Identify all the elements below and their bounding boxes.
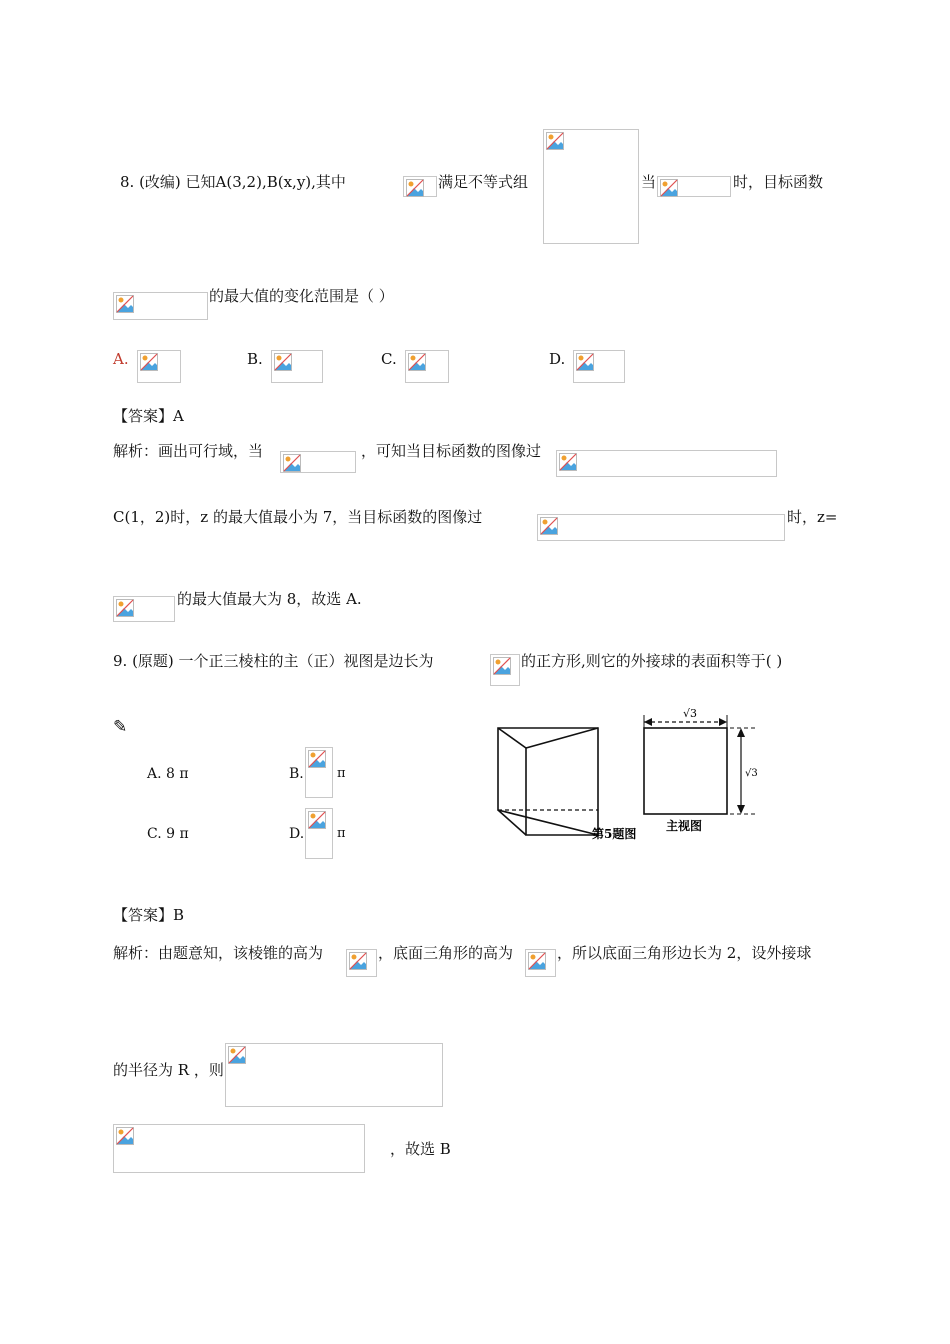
figure-caption: 第5题图 xyxy=(592,827,637,841)
broken-image-icon xyxy=(546,132,564,150)
pencil-symbol-icon: ✎ xyxy=(113,717,128,737)
q8-option-c-label: C. xyxy=(381,350,397,368)
formula-image xyxy=(113,596,175,622)
broken-image-icon xyxy=(406,179,424,197)
q9-explanation-line3: ，故选 B xyxy=(390,1140,451,1158)
broken-image-icon xyxy=(408,353,426,371)
broken-image-icon xyxy=(493,657,511,675)
q9-option-d-pi: π xyxy=(337,826,346,841)
inequality-system-image xyxy=(543,129,639,244)
broken-image-icon xyxy=(116,599,134,617)
q8-option-a-image xyxy=(137,350,181,383)
formula-image xyxy=(346,949,377,977)
q8-option-d-image xyxy=(573,350,625,383)
broken-image-icon xyxy=(228,1046,246,1064)
formula-image xyxy=(225,1043,443,1107)
dim-right-label: √3 xyxy=(745,768,758,779)
q8-explanation-line3: 的最大值最大为 8，故选 A. xyxy=(177,590,362,608)
q9-stem-part2: 的正方形,则它的外接球的表面积等于( ) xyxy=(521,652,783,670)
front-view-drawing xyxy=(644,715,755,814)
broken-image-icon xyxy=(308,750,326,768)
q9-explanation-line1a: 解析：由题意知，该棱锥的高为 xyxy=(113,944,324,962)
formula-image xyxy=(403,176,437,197)
broken-image-icon xyxy=(116,1127,134,1145)
q8-stem-part1: 8. (改编) 已知A(3,2),B(x,y),其中 xyxy=(120,173,346,191)
q9-option-b-label: B. xyxy=(289,766,304,782)
q8-stem-part3: 当 xyxy=(641,173,657,191)
broken-image-icon xyxy=(283,454,301,472)
q9-option-d-image xyxy=(305,808,333,859)
dimension-arrows xyxy=(644,718,745,814)
q9-answer: 【答案】B xyxy=(113,906,185,924)
q9-option-c: C. 9 π xyxy=(147,826,189,842)
broken-image-icon xyxy=(274,353,292,371)
formula-image xyxy=(113,1124,365,1173)
broken-image-icon xyxy=(308,811,326,829)
q8-explanation-line1b: ，可知当目标函数的图像过 xyxy=(361,442,542,460)
formula-image xyxy=(525,949,556,977)
q9-explanation-line2: 的半径为 R ，则 xyxy=(113,1061,224,1079)
q8-answer: 【答案】A xyxy=(113,407,184,425)
broken-image-icon xyxy=(140,353,158,371)
q8-option-b-label: B. xyxy=(247,350,263,368)
formula-image xyxy=(490,654,520,686)
formula-image xyxy=(537,514,785,541)
formula-image xyxy=(556,450,777,477)
q8-option-c-image xyxy=(405,350,449,383)
prism-figure xyxy=(480,700,780,850)
dim-top-label: √3 xyxy=(683,707,698,720)
broken-image-icon xyxy=(349,952,367,970)
q9-explanation-line1b: ，底面三角形的高为 xyxy=(378,944,514,962)
q8-stem-line2: 的最大值的变化范围是（ ） xyxy=(209,287,394,305)
broken-image-icon xyxy=(660,179,678,197)
q9-option-b-pi: π xyxy=(337,766,346,781)
q8-option-b-image xyxy=(271,350,323,383)
formula-image xyxy=(280,451,356,473)
q8-option-d-label: D. xyxy=(549,350,566,368)
q8-explanation-line1a: 解析：画出可行域，当 xyxy=(113,442,264,460)
q9-option-b-image xyxy=(305,747,333,798)
front-view-caption: 主视图 xyxy=(666,819,703,833)
q9-stem-part1: 9. (原题) 一个正三棱柱的主（正）视图是边长为 xyxy=(113,652,434,670)
broken-image-icon xyxy=(116,295,134,313)
broken-image-icon xyxy=(540,517,558,535)
q9-option-a: A. 8 π xyxy=(147,766,189,782)
prism-drawing xyxy=(498,728,598,835)
broken-image-icon xyxy=(576,353,594,371)
q8-option-a-label: A. xyxy=(113,350,129,368)
q8-stem-part2: 满足不等式组 xyxy=(438,173,529,191)
q8-stem-part4: 时，目标函数 xyxy=(733,173,824,191)
q9-option-d-label: D. xyxy=(289,826,305,842)
broken-image-icon xyxy=(528,952,546,970)
q9-explanation-line1c: ，所以底面三角形边长为 2，设外接球 xyxy=(557,944,812,962)
q8-explanation-line2a: C(1，2)时，z 的最大值最小为 7，当目标函数的图像过 xyxy=(113,508,483,526)
objective-function-image xyxy=(113,292,208,320)
q8-explanation-line2b: 时，z= xyxy=(787,508,838,526)
formula-image xyxy=(657,176,731,197)
broken-image-icon xyxy=(559,453,577,471)
